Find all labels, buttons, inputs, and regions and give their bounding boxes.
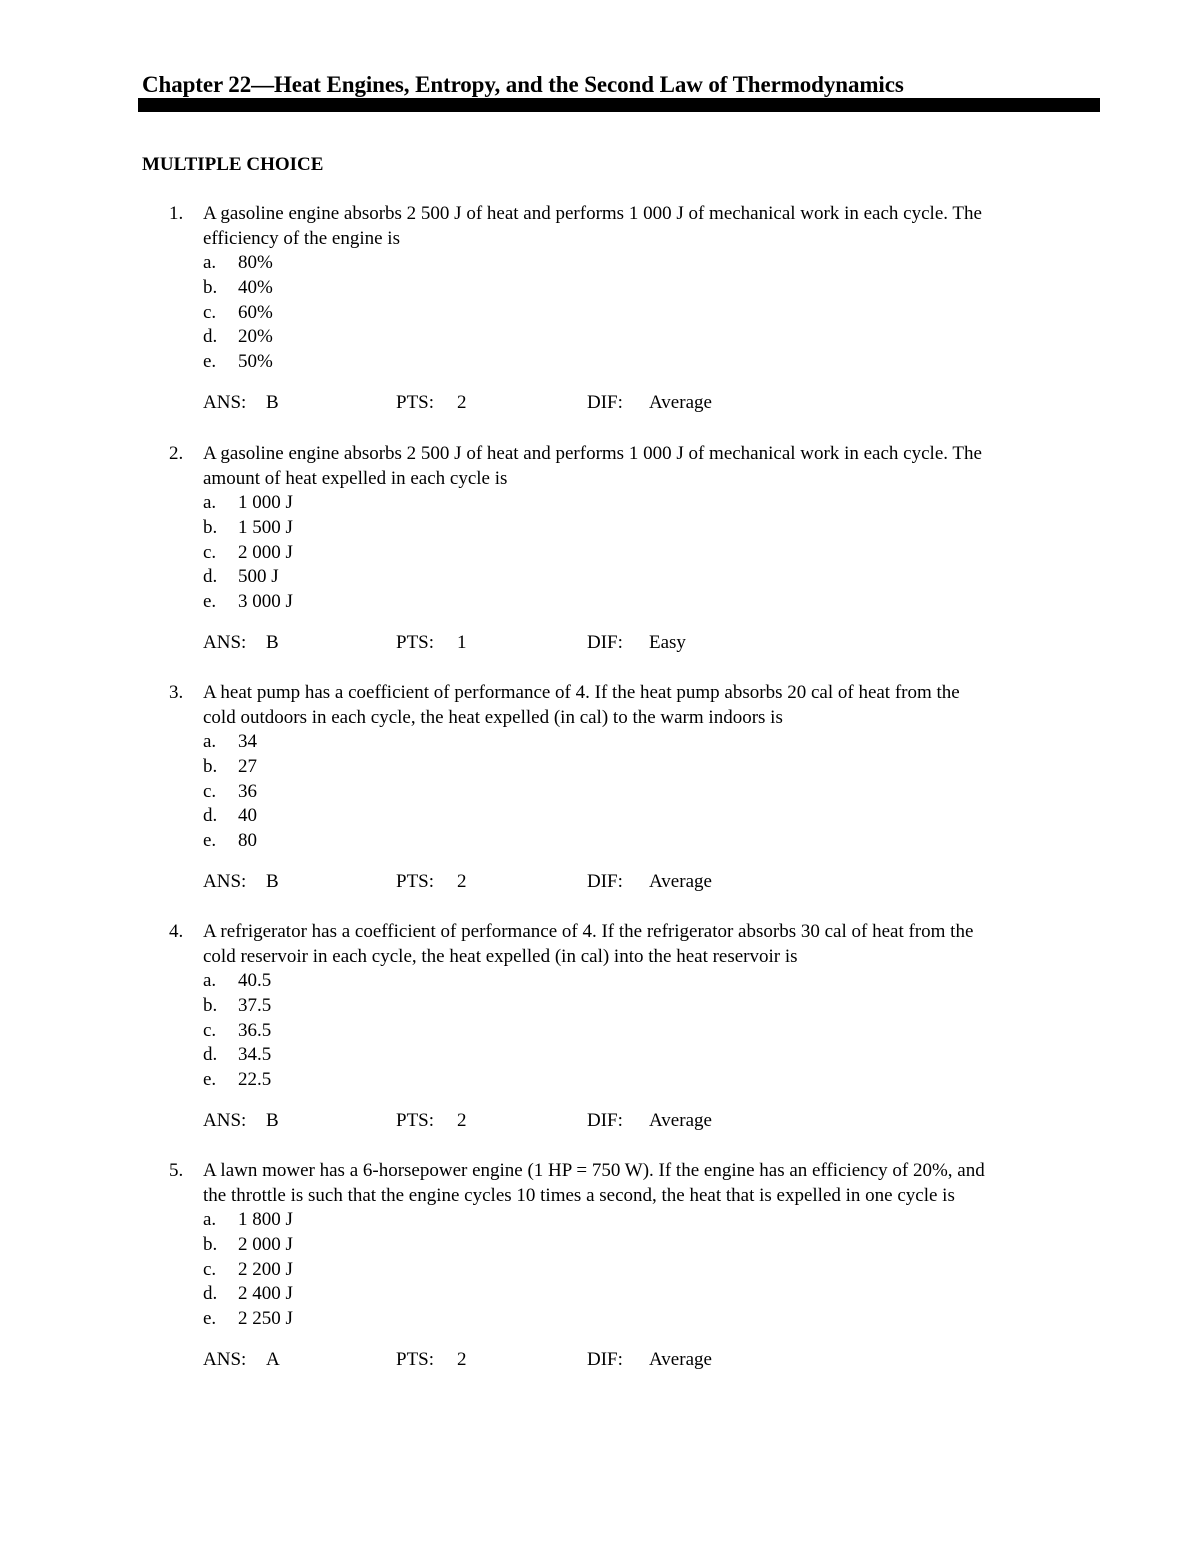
answer-option	[142, 755, 1102, 780]
answer-option	[142, 1282, 1102, 1307]
answer-option	[142, 969, 1102, 994]
answer-option	[142, 565, 1102, 590]
question-number: 4.	[169, 921, 184, 942]
option-letter: b.	[203, 994, 218, 1016]
option-letter: c.	[203, 1258, 217, 1280]
question-5	[142, 1159, 1102, 1372]
option-value: 1 500 J	[238, 516, 293, 538]
answer-label: ANS:	[203, 1348, 247, 1370]
option-letter: e.	[203, 830, 217, 852]
option-value: 2 400 J	[238, 1283, 293, 1305]
option-value: 80%	[238, 252, 273, 273]
option-value: 50%	[238, 351, 273, 373]
question-stem-line	[142, 920, 1102, 945]
option-value: 2 000 J	[238, 1233, 293, 1255]
option-letter: e.	[203, 591, 217, 613]
option-value: 36	[238, 780, 257, 802]
option-letter: a.	[203, 492, 217, 513]
option-letter: d.	[203, 326, 218, 348]
difficulty-value: Average	[649, 870, 712, 892]
difficulty-label: DIF:	[587, 1348, 623, 1370]
option-letter: c.	[203, 1019, 217, 1041]
points-value: 2	[457, 391, 467, 413]
answer-metadata	[142, 391, 1102, 415]
answer-option	[142, 491, 1102, 516]
option-letter: c.	[203, 301, 217, 323]
points-value: 2	[457, 1109, 467, 1131]
answer-option	[142, 516, 1102, 541]
option-value: 20%	[238, 326, 273, 348]
answer-label: ANS:	[203, 1109, 247, 1131]
option-letter: c.	[203, 780, 217, 802]
question-stem-line	[142, 945, 1102, 970]
option-value: 34.5	[238, 1044, 272, 1066]
answer-option	[142, 276, 1102, 301]
question-number: 5.	[169, 1160, 184, 1181]
question-number: 3.	[169, 682, 184, 703]
answer-option	[142, 829, 1102, 854]
option-value: 27	[238, 755, 257, 777]
points-label: PTS:	[396, 1348, 435, 1370]
question-4	[142, 920, 1102, 1133]
answer-option	[142, 541, 1102, 566]
answer-option	[142, 1019, 1102, 1044]
question-stem-line	[142, 681, 1102, 706]
question-stem-line	[142, 467, 1102, 492]
answer-value: B	[266, 870, 279, 892]
option-value: 36.5	[238, 1019, 272, 1041]
option-letter: a.	[203, 1209, 217, 1230]
difficulty-value: Average	[649, 1109, 712, 1131]
difficulty-value: Easy	[649, 631, 686, 653]
option-value: 3 000 J	[238, 591, 293, 613]
points-label: PTS:	[396, 631, 435, 653]
question-text: cold reservoir in each cycle, the heat expelled (in cal) into the heat reservoir is	[203, 945, 798, 967]
answer-option	[142, 325, 1102, 350]
points-label: PTS:	[396, 870, 435, 892]
answer-value: B	[266, 391, 279, 413]
option-value: 40%	[238, 276, 273, 298]
page-title: Chapter 22—Heat Engines, Entropy, and the Second Law of Thermodynamics	[142, 72, 904, 97]
option-letter: d.	[203, 805, 218, 827]
option-letter: a.	[203, 252, 217, 273]
answer-metadata	[142, 1348, 1102, 1372]
difficulty-label: DIF:	[587, 631, 623, 653]
title-rule	[138, 98, 1100, 112]
question-2	[142, 442, 1102, 655]
answer-option	[142, 780, 1102, 805]
answer-value: A	[266, 1348, 280, 1370]
option-value: 34	[238, 731, 257, 752]
question-text: A gasoline engine absorbs 2 500 J of heat and performs 1 000 J of mechanical work in each cycle. The	[203, 443, 982, 464]
option-value: 1 000 J	[238, 492, 293, 513]
option-value: 22.5	[238, 1069, 272, 1091]
difficulty-label: DIF:	[587, 1109, 623, 1131]
option-letter: e.	[203, 351, 217, 373]
option-letter: d.	[203, 566, 218, 588]
answer-option	[142, 350, 1102, 375]
difficulty-label: DIF:	[587, 391, 623, 413]
question-stem-line	[142, 1159, 1102, 1184]
answer-option	[142, 804, 1102, 829]
question-1	[142, 202, 1102, 415]
points-value: 2	[457, 1348, 467, 1370]
question-stem-line	[142, 227, 1102, 252]
question-number: 1.	[169, 203, 184, 224]
option-letter: d.	[203, 1044, 218, 1066]
option-letter: b.	[203, 276, 218, 298]
answer-value: B	[266, 631, 279, 653]
answer-option	[142, 730, 1102, 755]
option-value: 60%	[238, 301, 273, 323]
question-text: amount of heat expelled in each cycle is	[203, 467, 508, 489]
option-letter: a.	[203, 731, 217, 752]
answer-option	[142, 1258, 1102, 1283]
question-text: A heat pump has a coefficient of performance of 4. If the heat pump absorbs 20 cal of heat from the	[203, 682, 960, 703]
points-value: 1	[457, 631, 467, 653]
question-3	[142, 681, 1102, 894]
answer-option	[142, 1208, 1102, 1233]
option-letter: b.	[203, 516, 218, 538]
answer-option	[142, 251, 1102, 276]
question-stem-line	[142, 706, 1102, 731]
question-stem-line	[142, 442, 1102, 467]
question-text: A lawn mower has a 6-horsepower engine (1 HP = 750 W). If the engine has an efficiency of 20%, and	[203, 1160, 985, 1181]
points-label: PTS:	[396, 391, 435, 413]
option-value: 1 800 J	[238, 1209, 293, 1230]
option-value: 40.5	[238, 970, 272, 991]
question-text: efficiency of the engine is	[203, 227, 400, 249]
answer-label: ANS:	[203, 631, 247, 653]
option-value: 2 200 J	[238, 1258, 293, 1280]
option-letter: e.	[203, 1069, 217, 1091]
option-value: 500 J	[238, 566, 279, 588]
answer-option	[142, 994, 1102, 1019]
option-letter: a.	[203, 970, 217, 991]
difficulty-value: Average	[649, 1348, 712, 1370]
difficulty-label: DIF:	[587, 870, 623, 892]
question-number: 2.	[169, 443, 184, 464]
option-value: 2 250 J	[238, 1308, 293, 1330]
answer-metadata	[142, 631, 1102, 655]
answer-option	[142, 590, 1102, 615]
section-heading: MULTIPLE CHOICE	[142, 154, 324, 175]
answer-metadata	[142, 1109, 1102, 1133]
answer-option	[142, 1068, 1102, 1093]
option-letter: e.	[203, 1308, 217, 1330]
option-letter: b.	[203, 1233, 218, 1255]
option-value: 40	[238, 805, 257, 827]
answer-value: B	[266, 1109, 279, 1131]
option-letter: d.	[203, 1283, 218, 1305]
answer-option	[142, 301, 1102, 326]
answer-option	[142, 1043, 1102, 1068]
option-letter: b.	[203, 755, 218, 777]
option-value: 80	[238, 830, 257, 852]
points-label: PTS:	[396, 1109, 435, 1131]
question-text: A refrigerator has a coefficient of performance of 4. If the refrigerator absorbs 30 cal of heat from the	[203, 921, 974, 942]
difficulty-value: Average	[649, 391, 712, 413]
answer-label: ANS:	[203, 391, 247, 413]
question-text: the throttle is such that the engine cycles 10 times a second, the heat that is expelled in one cycle is	[203, 1184, 955, 1206]
question-stem-line	[142, 202, 1102, 227]
points-value: 2	[457, 870, 467, 892]
answer-label: ANS:	[203, 870, 247, 892]
option-value: 2 000 J	[238, 541, 293, 563]
question-text: cold outdoors in each cycle, the heat expelled (in cal) to the warm indoors is	[203, 706, 783, 728]
answer-metadata	[142, 870, 1102, 894]
option-value: 37.5	[238, 994, 272, 1016]
answer-option	[142, 1307, 1102, 1332]
question-stem-line	[142, 1184, 1102, 1209]
question-text: A gasoline engine absorbs 2 500 J of heat and performs 1 000 J of mechanical work in each cycle. The	[203, 203, 982, 224]
answer-option	[142, 1233, 1102, 1258]
option-letter: c.	[203, 541, 217, 563]
